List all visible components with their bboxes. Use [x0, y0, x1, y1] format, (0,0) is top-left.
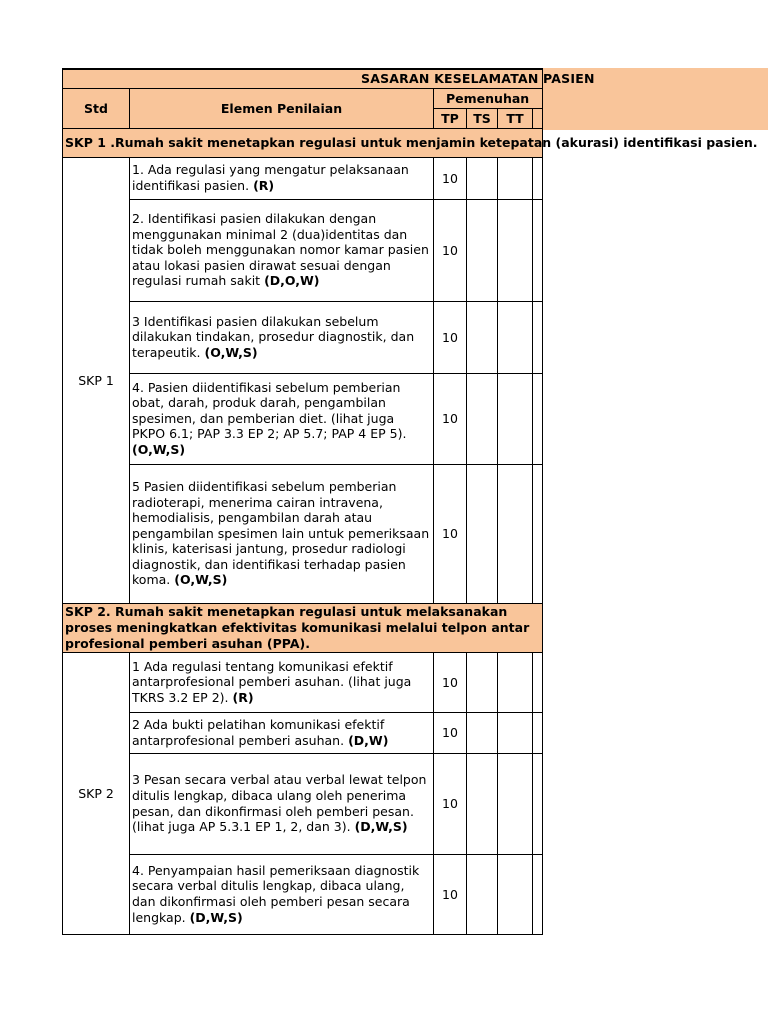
tt-header: TT — [498, 108, 533, 128]
tt-cell[interactable] — [498, 301, 533, 373]
element-description: 3 Pesan secara verbal atau verbal lewat telpon ditulis lengkap, dibaca ulang oleh penerima pesan, dan dikonfirmasi oleh pemberi pesan. (lihat juga AP 5.3.1 EP 1, 2, dan 3). (D,W,S) — [130, 753, 434, 854]
elemen-header: Elemen Penilaian — [130, 88, 434, 128]
tp-value: 10 — [434, 157, 467, 199]
assessment-table — [62, 68, 758, 935]
tp-value: 10 — [434, 199, 467, 301]
std-header: Std — [63, 88, 130, 128]
ts-cell[interactable] — [467, 199, 498, 301]
ts-cell[interactable] — [467, 854, 498, 934]
ts-cell[interactable] — [467, 712, 498, 753]
tp-header: TP — [434, 108, 467, 128]
tt-cell[interactable] — [498, 753, 533, 854]
tp-value: 10 — [434, 301, 467, 373]
tp-value: 10 — [434, 854, 467, 934]
section-heading: SKP 1 .Rumah sakit menetapkan regulasi untuk menjamin ketepatan (akurasi) identifikasi pasien. — [63, 128, 543, 157]
ts-cell[interactable] — [467, 301, 498, 373]
element-description: 4. Pasien diidentifikasi sebelum pemberian obat, darah, produk darah, pengambilan spesimen, dan pemberian diet. (lihat juga PKPO 6.1; PAP 3.3 EP 2; AP 5.7; PAP 4 EP 5). (O,W,S) — [130, 373, 434, 464]
tp-value: 10 — [434, 652, 467, 712]
tt-cell[interactable] — [498, 712, 533, 753]
ts-cell[interactable] — [467, 652, 498, 712]
element-description: 2. Identifikasi pasien dilakukan dengan menggunakan minimal 2 (dua)identitas dan tidak boleh menggunakan nomor kamar pasien atau lokasi pasien dirawat sesuai dengan regulasi rumah sakit (D,O,W) — [130, 199, 434, 301]
element-description: 1. Ada regulasi yang mengatur pelaksanaan identifikasi pasien. (R) — [130, 157, 434, 199]
tt-cell[interactable] — [498, 652, 533, 712]
ts-cell[interactable] — [467, 753, 498, 854]
pemenuhan-header: Pemenuhan — [434, 88, 543, 108]
tt-cell[interactable] — [498, 854, 533, 934]
element-description: 1 Ada regulasi tentang komunikasi efektif antarprofesional pemberi asuhan. (lihat juga TKRS 3.2 EP 2). (R) — [130, 652, 434, 712]
tp-value: 10 — [434, 753, 467, 854]
tp-value: 10 — [434, 712, 467, 753]
ts-cell[interactable] — [467, 373, 498, 464]
section-heading: SKP 2. Rumah sakit menetapkan regulasi untuk melaksanakan proses meningkatkan efektivitas komunikasi melalui telpon antar profesional pemberi asuhan (PPA). — [63, 603, 543, 652]
element-description: 2 Ada bukti pelatihan komunikasi efektif antarprofesional pemberi asuhan. (D,W) — [130, 712, 434, 753]
tt-cell[interactable] — [498, 464, 533, 603]
std-cell: SKP 1 — [63, 157, 130, 603]
ts-cell[interactable] — [467, 157, 498, 199]
element-description: 4. Penyampaian hasil pemeriksaan diagnostik secara verbal ditulis lengkap, dibaca ulang, dan dikonfirmasi oleh pemberi pesan secara lengkap. (D,W,S) — [130, 854, 434, 934]
ts-cell[interactable] — [467, 464, 498, 603]
ts-header: TS — [467, 108, 498, 128]
element-description: 5 Pasien diidentifikasi sebelum pemberian radioterapi, menerima cairan intravena, hemodialisis, pengambilan darah atau pengambilan spesimen lain untuk pemeriksaan klinis, katerisasi jantung, prosedur radiologi diagnostik, dan identifikasi terhadap pasien koma. (O,W,S) — [130, 464, 434, 603]
tp-value: 10 — [434, 464, 467, 603]
std-cell: SKP 2 — [63, 652, 130, 934]
element-description: 3 Identifikasi pasien dilakukan sebelum dilakukan tindakan, prosedur diagnostik, dan terapeutik. (O,W,S) — [130, 301, 434, 373]
tt-cell[interactable] — [498, 157, 533, 199]
tt-cell[interactable] — [498, 373, 533, 464]
sheet-title: SASARAN KESELAMATAN PASIEN — [63, 69, 543, 88]
tt-cell[interactable] — [498, 199, 533, 301]
tp-value: 10 — [434, 373, 467, 464]
assessment-sheet — [62, 68, 758, 934]
